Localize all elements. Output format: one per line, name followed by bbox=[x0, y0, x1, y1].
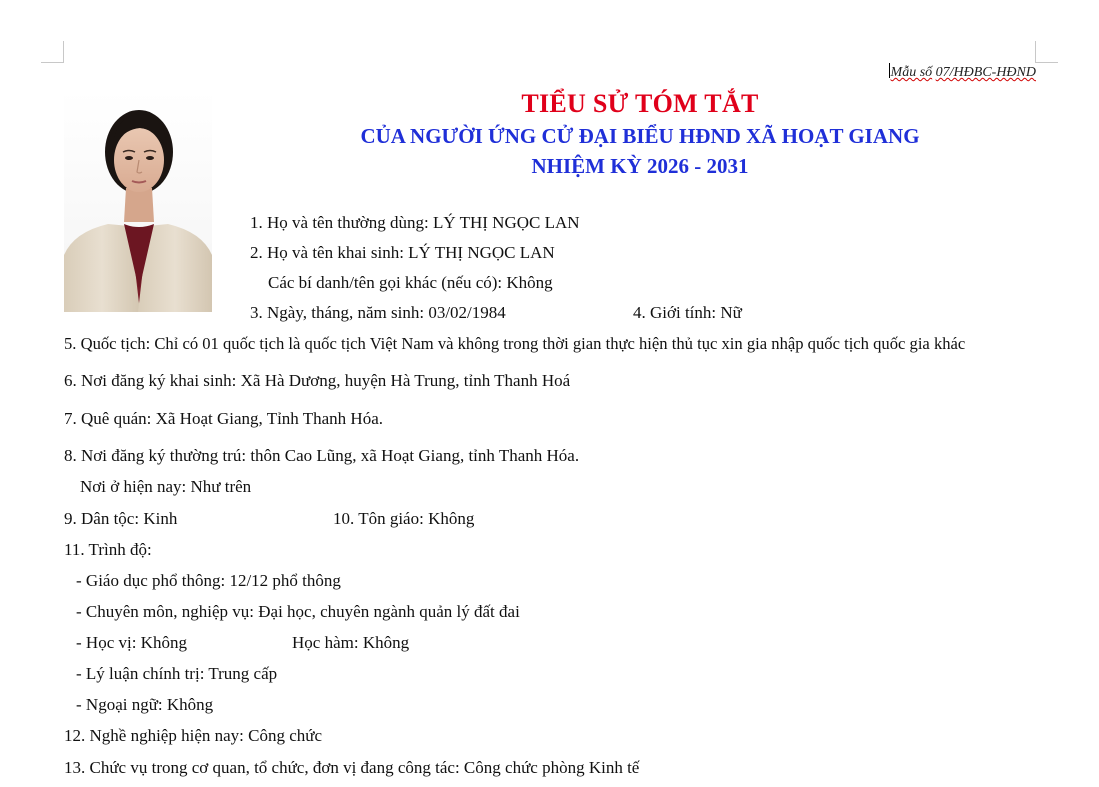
field-gender: 4. Giới tính: Nữ bbox=[633, 303, 742, 322]
field-birth-registration: 6. Nơi đăng ký khai sinh: Xã Hà Dương, huyện Hà Trung, tỉnh Thanh Hoá bbox=[64, 371, 571, 390]
field-ethnicity: 9. Dân tộc: Kinh bbox=[64, 509, 178, 528]
portrait-image bbox=[64, 90, 212, 312]
field-current-residence: Nơi ở hiện nay: Như trên bbox=[80, 477, 252, 496]
document-subtitle: CỦA NGƯỜI ỨNG CỬ ĐẠI BIỂU HĐND XÃ HOẠT GIANG bbox=[360, 124, 920, 148]
field-general-education: - Giáo dục phổ thông: 12/12 phổ thông bbox=[76, 571, 341, 590]
form-code bbox=[889, 63, 1036, 81]
portrait-photo bbox=[64, 90, 212, 312]
crop-mark-top-left-vertical bbox=[63, 41, 64, 63]
form-code-prefix: Mẫu số bbox=[890, 65, 933, 80]
field-foreign-language: - Ngoại ngữ: Không bbox=[76, 695, 214, 714]
field-occupation: 12. Nghề nghiệp hiện nay: Công chức bbox=[64, 726, 323, 745]
field-degree: - Học vị: Không bbox=[76, 633, 187, 652]
crop-mark-top-right-horizontal bbox=[1036, 62, 1058, 63]
field-date-of-birth: 3. Ngày, tháng, năm sinh: 03/02/1984 bbox=[250, 303, 506, 322]
field-qualifications: 11. Trình độ: bbox=[64, 540, 152, 559]
document-title: TIỂU SỬ TÓM TẮT bbox=[521, 89, 759, 118]
field-position: 13. Chức vụ trong cơ quan, tổ chức, đơn vị đang công tác: Công chức phòng Kinh tế bbox=[64, 758, 640, 777]
crop-mark-top-right-vertical bbox=[1035, 41, 1036, 63]
field-academic-title: Học hàm: Không bbox=[292, 633, 410, 652]
field-common-name: 1. Họ và tên thường dùng: LÝ THỊ NGỌC LAN bbox=[250, 213, 580, 232]
field-permanent-residence: 8. Nơi đăng ký thường trú: thôn Cao Lũng, xã Hoạt Giang, tỉnh Thanh Hóa. bbox=[64, 446, 580, 465]
field-hometown: 7. Quê quán: Xã Hoạt Giang, Tỉnh Thanh Hóa. bbox=[64, 409, 383, 428]
field-specialization: - Chuyên môn, nghiệp vụ: Đại học, chuyên ngành quản lý đất đai bbox=[76, 602, 520, 621]
field-aliases: Các bí danh/tên gọi khác (nếu có): Không bbox=[268, 273, 553, 292]
field-religion: 10. Tôn giáo: Không bbox=[333, 509, 475, 528]
field-political-theory: - Lý luận chính trị: Trung cấp bbox=[76, 664, 278, 683]
field-nationality: 5. Quốc tịch: Chỉ có 01 quốc tịch là quốc tịch Việt Nam và không trong thời gian thực hiện thủ tục xin gia nhập quốc tịch quốc gia khác bbox=[64, 334, 966, 353]
crop-mark-top-left-horizontal bbox=[41, 62, 63, 63]
text-cursor bbox=[889, 63, 890, 78]
field-birth-name: 2. Họ và tên khai sinh: LÝ THỊ NGỌC LAN bbox=[250, 243, 555, 262]
document-term: NHIỆM KỲ 2026 - 2031 bbox=[531, 154, 749, 178]
form-code-number: 07/HĐBC-HĐND bbox=[935, 65, 1036, 80]
